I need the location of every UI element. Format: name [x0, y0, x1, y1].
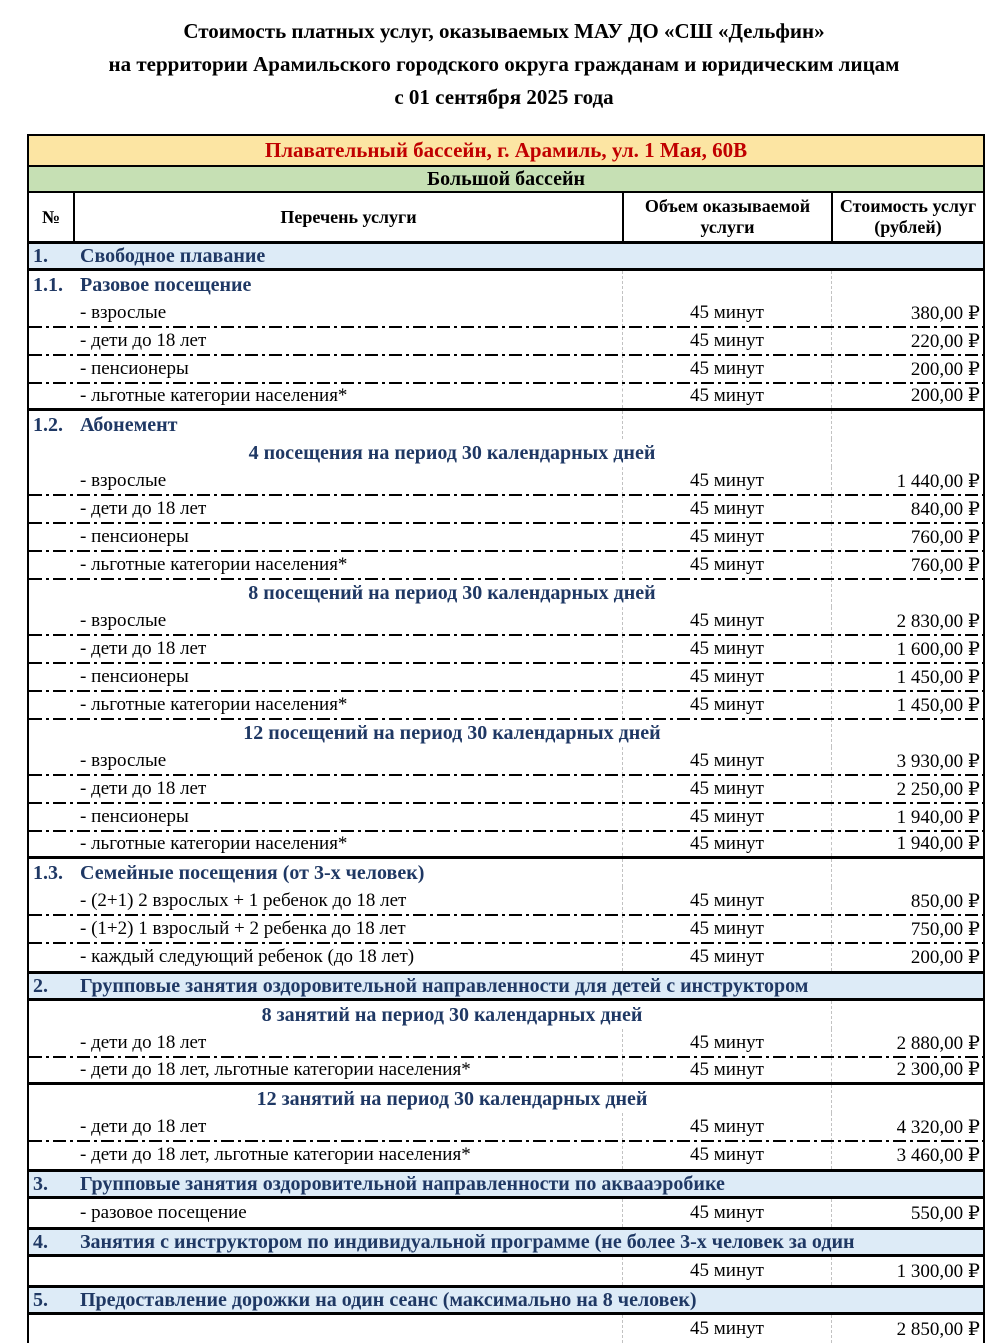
column-header-row: [29, 193, 983, 241]
row-number: [29, 719, 73, 747]
service-name: - (1+2) 1 взрослый + 2 ребенка до 18 лет: [80, 918, 406, 939]
service-row: [29, 495, 983, 523]
price-cell: 1 300,00 ₽: [831, 1257, 983, 1285]
section-row: [29, 1227, 983, 1257]
price-cell: 1 450,00 ₽: [831, 691, 983, 719]
volume-cell: 45 минут: [622, 775, 831, 803]
row-number: [29, 327, 73, 355]
row-number: [29, 1315, 73, 1343]
volume-cell: 45 минут: [622, 523, 831, 551]
title-line-3: с 01 сентября 2025 года: [394, 85, 614, 109]
price-cell: [831, 1085, 983, 1113]
service-name: - льготные категории населения*: [80, 694, 348, 715]
price-cell: 2 250,00 ₽: [831, 775, 983, 803]
volume-cell: 45 минут: [622, 663, 831, 691]
service-row: [29, 327, 983, 355]
subsection-row: [29, 271, 983, 299]
group-header-row: [29, 719, 983, 747]
section-title: Свободное плавание: [80, 244, 266, 267]
row-number: 1.2.: [33, 413, 63, 436]
service-name: - дети до 18 лет: [80, 498, 207, 519]
service-name: - дети до 18 лет: [80, 330, 207, 351]
volume-cell: 45 минут: [622, 467, 831, 495]
row-number: 4.: [33, 1230, 48, 1253]
service-name: - дети до 18 лет: [80, 638, 207, 659]
row-number: [29, 1257, 73, 1285]
group-header-label: 8 посещений на период 30 календарных дней: [248, 581, 656, 604]
price-cell: [831, 271, 983, 299]
column-header-service: Перечень услуги: [73, 193, 622, 241]
row-number: [29, 1085, 73, 1113]
service-row: [29, 1141, 983, 1169]
row-number: 1.1.: [33, 273, 63, 296]
service-name: - взрослые: [80, 610, 167, 631]
volume-cell: 45 минут: [622, 1029, 831, 1057]
service-row: [29, 747, 983, 775]
volume-cell: 45 минут: [622, 1057, 831, 1082]
row-number: 5.: [33, 1288, 48, 1311]
volume-cell: 45 минут: [622, 747, 831, 775]
section-row: [29, 1285, 983, 1315]
column-header-volume: Объем оказываемой услуги: [622, 193, 831, 241]
row-number: [29, 551, 73, 579]
price-cell: 2 850,00 ₽: [831, 1315, 983, 1343]
price-cell: 380,00 ₽: [831, 299, 983, 327]
price-cell: 1 600,00 ₽: [831, 635, 983, 663]
service-row: [29, 635, 983, 663]
pool-header-label: Плавательный бассейн, г. Арамиль, ул. 1 Мая, 60В: [264, 138, 748, 162]
service-name: - льготные категории населения*: [80, 384, 348, 406]
service-row: [29, 831, 983, 859]
price-cell: 850,00 ₽: [831, 887, 983, 915]
row-number: 1.: [33, 244, 48, 267]
row-number: [29, 1199, 73, 1227]
row-number: [29, 439, 73, 467]
section-row: [29, 1169, 983, 1199]
row-number: [29, 1141, 73, 1169]
volume-cell: 45 минут: [622, 327, 831, 355]
service-name: - дети до 18 лет, льготные категории населения*: [80, 1058, 471, 1080]
service-name: - разовое посещение: [80, 1202, 247, 1223]
service-name: - дети до 18 лет: [80, 1032, 207, 1053]
price-cell: 1 450,00 ₽: [831, 663, 983, 691]
service-name: - дети до 18 лет: [80, 1116, 207, 1137]
service-name: - льготные категории населения*: [80, 554, 348, 575]
row-number: [29, 1029, 73, 1057]
row-number: [29, 663, 73, 691]
group-header-label: 12 занятий на период 30 календарных дней: [256, 1087, 648, 1110]
row-number: [29, 747, 73, 775]
row-number: [29, 831, 73, 856]
row-number: 3.: [33, 1172, 48, 1195]
price-cell: [831, 859, 983, 887]
volume-cell: 45 минут: [622, 1141, 831, 1169]
row-number: [29, 355, 73, 383]
volume-cell: 45 минут: [622, 383, 831, 408]
row-number: [29, 1001, 73, 1029]
price-cell: 1 440,00 ₽: [831, 467, 983, 495]
row-number: [29, 299, 73, 327]
volume-cell: 45 минут: [622, 915, 831, 943]
service-row: [29, 775, 983, 803]
group-header-label: 4 посещения на период 30 календарных дней: [248, 441, 656, 464]
row-number: [29, 523, 73, 551]
service-name: - пенсионеры: [80, 526, 189, 547]
price-cell: [831, 1001, 983, 1029]
subsection-row: [29, 859, 983, 887]
service-name: - льготные категории населения*: [80, 832, 348, 854]
price-cell: 220,00 ₽: [831, 327, 983, 355]
row-number: [29, 607, 73, 635]
price-cell: 1 940,00 ₽: [831, 831, 983, 856]
service-name: [73, 1257, 622, 1285]
service-row: [29, 551, 983, 579]
service-row: [29, 887, 983, 915]
price-cell: 2 830,00 ₽: [831, 607, 983, 635]
volume-cell: 45 минут: [622, 355, 831, 383]
service-name: - дети до 18 лет: [80, 778, 207, 799]
column-header-num: №: [41, 206, 61, 227]
price-cell: 760,00 ₽: [831, 523, 983, 551]
row-number: [29, 383, 73, 408]
row-number: [29, 1057, 73, 1082]
price-cell: 3 930,00 ₽: [831, 747, 983, 775]
row-number: [29, 579, 73, 607]
price-cell: 1 940,00 ₽: [831, 803, 983, 831]
big-pool-label: Большой бассейн: [426, 167, 586, 190]
price-cell: [831, 411, 983, 439]
price-cell: 750,00 ₽: [831, 915, 983, 943]
service-name: - пенсионеры: [80, 666, 189, 687]
service-name: - взрослые: [80, 302, 167, 323]
document-title: [0, 0, 1008, 114]
row-number: 2.: [33, 974, 48, 997]
price-cell: 550,00 ₽: [831, 1199, 983, 1227]
price-cell: 200,00 ₽: [831, 355, 983, 383]
volume-cell: 45 минут: [622, 1257, 831, 1285]
group-header-row: [29, 579, 983, 607]
row-number: [29, 691, 73, 719]
subsection-row: [29, 411, 983, 439]
volume-cell: [622, 859, 831, 887]
volume-cell: 45 минут: [622, 887, 831, 915]
service-name: - каждый следующий ребенок (до 18 лет): [80, 946, 415, 967]
service-row: [29, 523, 983, 551]
service-name: - (2+1) 2 взрослых + 1 ребенок до 18 лет: [80, 890, 407, 911]
section-title: Групповые занятия оздоровительной направленности по аквааэробике: [80, 1172, 725, 1195]
service-name: - дети до 18 лет, льготные категории населения*: [80, 1144, 471, 1165]
volume-cell: 45 минут: [622, 803, 831, 831]
service-row: [29, 383, 983, 411]
service-name: - пенсионеры: [80, 358, 189, 379]
group-header-label: 12 посещений на период 30 календарных дней: [243, 721, 661, 744]
price-cell: 840,00 ₽: [831, 495, 983, 523]
price-cell: 4 320,00 ₽: [831, 1113, 983, 1141]
service-row: [29, 943, 983, 971]
volume-cell: 45 минут: [622, 1315, 831, 1343]
row-number: [29, 1113, 73, 1141]
price-cell: 2 300,00 ₽: [831, 1057, 983, 1082]
service-name: - пенсионеры: [80, 806, 189, 827]
volume-cell: 45 минут: [622, 1199, 831, 1227]
service-row: [29, 607, 983, 635]
price-cell: 3 460,00 ₽: [831, 1141, 983, 1169]
price-cell: 760,00 ₽: [831, 551, 983, 579]
subsection-title: Абонемент: [80, 413, 178, 436]
service-row: [29, 299, 983, 327]
service-row: [29, 915, 983, 943]
section-title: Предоставление дорожки на один сеанс (максимально на 8 человек): [80, 1288, 697, 1311]
volume-cell: 45 минут: [622, 635, 831, 663]
price-cell: [831, 579, 983, 607]
service-row: [29, 467, 983, 495]
price-cell: 200,00 ₽: [831, 943, 983, 971]
volume-cell: 45 минут: [622, 299, 831, 327]
section-row: [29, 241, 983, 271]
section-title: Групповые занятия оздоровительной направленности для детей с инструктором: [80, 974, 809, 997]
row-number: [29, 803, 73, 831]
group-header-row: [29, 1001, 983, 1029]
price-cell: 200,00 ₽: [831, 383, 983, 408]
row-number: [29, 915, 73, 943]
row-number: [29, 467, 73, 495]
volume-cell: 45 минут: [622, 551, 831, 579]
pool-header-row: [29, 136, 983, 167]
volume-cell: 45 минут: [622, 691, 831, 719]
title-line-2: на территории Арамильского городского округа гражданам и юридическим лицам: [108, 52, 900, 76]
price-table: [27, 134, 985, 1343]
row-number: [29, 887, 73, 915]
service-row: [29, 1029, 983, 1057]
service-row: [29, 1113, 983, 1141]
volume-cell: 45 минут: [622, 943, 831, 971]
service-row: [29, 691, 983, 719]
service-row: [29, 1257, 983, 1285]
service-row: [29, 663, 983, 691]
row-number: [29, 495, 73, 523]
service-row: [29, 355, 983, 383]
volume-cell: 45 минут: [622, 831, 831, 856]
subsection-title: Разовое посещение: [80, 273, 252, 296]
volume-cell: 45 минут: [622, 1113, 831, 1141]
column-header-cost: Стоимость услуг (рублей): [831, 193, 983, 241]
service-row: [29, 1199, 983, 1227]
volume-cell: 45 минут: [622, 495, 831, 523]
service-row: [29, 1057, 983, 1085]
row-number: 1.3.: [33, 861, 63, 884]
price-cell: [831, 719, 983, 747]
row-number: [29, 775, 73, 803]
group-header-row: [29, 439, 983, 467]
service-name: [73, 1315, 622, 1343]
big-pool-header-row: [29, 167, 983, 193]
service-name: - взрослые: [80, 750, 167, 771]
section-row: [29, 971, 983, 1001]
group-header-label: 8 занятий на период 30 календарных дней: [261, 1003, 643, 1026]
price-cell: [831, 439, 983, 467]
service-name: - взрослые: [80, 470, 167, 491]
volume-cell: [622, 411, 831, 439]
price-cell: 2 880,00 ₽: [831, 1029, 983, 1057]
row-number: [29, 943, 73, 971]
subsection-title: Семейные посещения (от 3-х человек): [80, 861, 425, 884]
service-row: [29, 1315, 983, 1343]
title-line-1: Стоимость платных услуг, оказываемых МАУ ДО «СШ «Дельфин»: [183, 19, 825, 43]
service-row: [29, 803, 983, 831]
volume-cell: [622, 271, 831, 299]
row-number: [29, 635, 73, 663]
group-header-row: [29, 1085, 983, 1113]
volume-cell: 45 минут: [622, 607, 831, 635]
section-title: Занятия с инструктором по индивидуальной программе (не более 3-х человек за один: [80, 1230, 855, 1253]
